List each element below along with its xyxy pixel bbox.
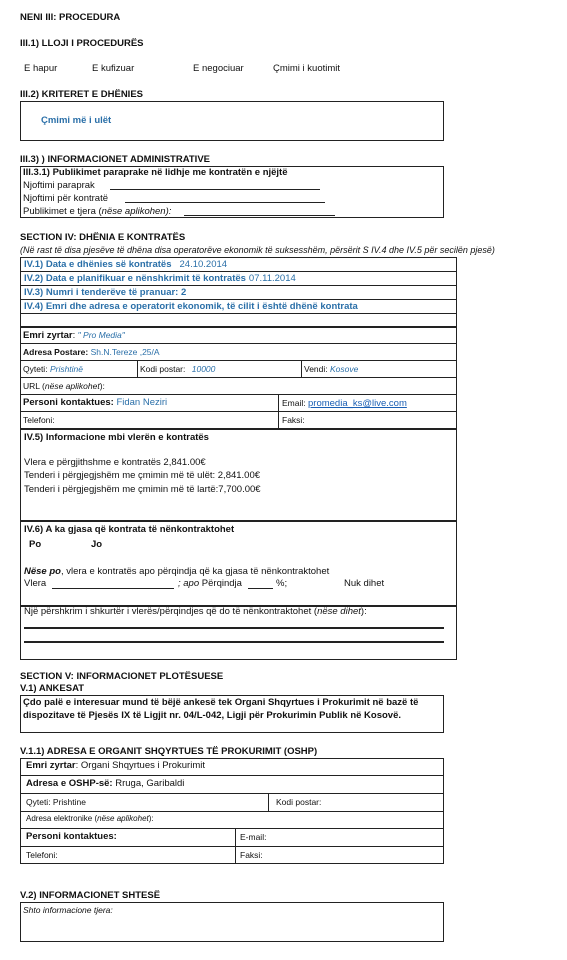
award-criteria-value: Çmimi më i ulët [41, 115, 112, 126]
complaints-text-2: dispozitave të Pjesës IX të Ligjit nr. 04/L-042, Ligji për Prokurimin Publik në Kosovë. [23, 710, 401, 721]
award-date-value: 24.10.2014 [179, 259, 228, 270]
admin-info-heading: III.3) ) INFORMACIONET ADMINISTRATIVE [20, 154, 210, 165]
subcontract-value-line[interactable] [52, 588, 174, 589]
operator-contact-field: Personi kontaktues: Fidan Neziri [23, 397, 168, 408]
operator-contact-value: Fidan Neziri [116, 397, 168, 408]
subcontract-unknown[interactable]: Nuk dihet [344, 578, 385, 589]
additional-info-heading: V.2) INFORMACIONET SHTESË [20, 890, 161, 901]
subcontract-description-label: Një përshkrim i shkurtër i vlerës/përqindjes që do të nënkontraktohet (nëse dihet): [24, 606, 367, 617]
operator-country-field: Vendi: Kosove [304, 364, 359, 374]
operator-country-value: Kosove [330, 364, 359, 374]
operator-email-link[interactable]: promedia_ks@live.com [308, 398, 407, 409]
description-line-1[interactable] [24, 627, 444, 629]
subcontract-percent-line[interactable] [248, 588, 273, 589]
review-body-address-field: Adresa e OSHP-së: Rruga, Garibaldi [26, 778, 185, 789]
subcontract-percent-label: ; apo Përqindja [178, 578, 242, 589]
award-criteria-heading: III.2) KRITERET E DHËNIES [20, 89, 143, 100]
lowest-tender-value: Tenderi i përgjegjshëm me çmimin më të ulët: 2,841.00€ [24, 470, 261, 481]
operator-zip-field: Kodi postar: 10000 [140, 364, 216, 374]
contract-notice-label: Njoftimi për kontratë [23, 193, 109, 204]
additional-info-label: Shto informacione tjera: [23, 905, 113, 915]
proc-type-quotation[interactable]: Çmimi i kuotimit [273, 63, 341, 74]
operator-url-field: URL (nëse aplikohet): [23, 381, 105, 391]
complaints-text-1: Çdo palë e interesuar mund të bëjë ankesë tek Organi Shqyrtues i Prokurimit në bazë të [23, 697, 419, 708]
complaints-heading: V.1) ANKESAT [20, 683, 85, 694]
review-body-address-value: Rruga, Garibaldi [115, 778, 185, 789]
review-body-fax-field: Faksi: [240, 850, 263, 860]
review-body-contact-field: Personi kontaktues: [26, 831, 117, 842]
total-contract-value: Vlera e përgjithshme e kontratës 2,841.00€ [24, 457, 206, 468]
section3-title: NENI III: PROCEDURA [20, 12, 121, 23]
review-body-name-value: : Organi Shqyrtues i Prokurimit [75, 760, 205, 771]
operator-fax-field: Faksi: [282, 415, 305, 425]
if-yes-text: Nëse po, vlera e kontratës apo përqindja që ka gjasa të nënkontraktohet [24, 566, 330, 577]
operator-name-field: Emri zyrtar: " Pro Media" [23, 330, 125, 341]
description-line-2[interactable] [24, 641, 444, 643]
procedure-type-heading: III.1) LLOJI I PROCEDURËS [20, 38, 144, 49]
subcontracting-heading: IV.6) A ka gjasa që kontrata të nënkontraktohet [24, 524, 235, 535]
operator-phone-field: Telefoni: [23, 415, 55, 425]
proc-type-restricted[interactable]: E kufizuar [92, 63, 135, 74]
section5-title: SECTION V: INFORMACIONET PLOTËSUESE [20, 671, 224, 682]
subcontracting-yes[interactable]: Po [29, 539, 42, 550]
prior-publications-heading: III.3.1) Publikimet paraprake në lidhje me kontratën e njëjtë [23, 167, 288, 178]
review-body-eaddress-field: Adresa elektronike (nëse aplikohet): [26, 814, 154, 823]
section4-note: (Në rast të disa pjesëve të dhëna disa operatorëve ekonomik të suksesshëm, përsërit S IV.4 dhe IV.5 për secilën pjesë) [20, 245, 495, 255]
review-body-city-field: Qyteti: Prishtine [26, 797, 86, 807]
signing-date-value: 07.11.2014 [248, 273, 296, 284]
operator-name-value: " Pro Media" [75, 330, 125, 340]
prior-notice-label: Njoftimi paraprak [23, 180, 95, 191]
operator-name-address-label: IV.4) Emri dhe adresa e operatorit ekonomik, të cilit i është dhënë kontrata [24, 301, 358, 312]
percent-sign: %; [276, 578, 288, 589]
other-publications-label: Publikimet e tjera (nëse aplikohen): [23, 206, 172, 217]
proc-type-negotiated[interactable]: E negociuar [193, 63, 244, 74]
review-body-phone-field: Telefoni: [26, 850, 58, 860]
review-body-name-field: Emri zyrtar: Organi Shqyrtues i Prokurimit [26, 760, 205, 771]
section4-title: SECTION IV: DHËNIA E KONTRATËS [20, 232, 186, 243]
operator-zip-value: 10000 [191, 364, 216, 374]
tenders-received-label: IV.3) Numri i tenderëve të pranuar: 2 [24, 287, 187, 298]
review-body-zip-field: Kodi postar: [276, 797, 322, 807]
review-body-email-field: E-mail: [240, 832, 267, 842]
operator-postal-field: Adresa Postare: Sh.N.Tereze ,25/A [23, 347, 160, 357]
operator-email-field: Email: promedia_ks@live.com [282, 398, 407, 409]
other-publications-line[interactable] [184, 215, 335, 216]
award-date-label: IV.1) Data e dhënies së kontratës 24.10.2014 [24, 259, 228, 270]
prior-notice-line[interactable] [110, 189, 320, 190]
proc-type-open[interactable]: E hapur [24, 63, 58, 74]
highest-tender-value: Tenderi i përgjegjshëm me çmimin më të lartë:7,700.00€ [24, 484, 261, 495]
contract-value-heading: IV.5) Informacione mbi vlerën e kontratës [24, 432, 209, 443]
contract-notice-line[interactable] [125, 202, 325, 203]
review-body-heading: V.1.1) ADRESA E ORGANIT SHQYRTUES TË PROKURIMIT (OSHP) [20, 746, 318, 757]
signing-date-label: IV.2) Data e planifikuar e nënshkrimit të kontratës 07.11.2014 [24, 273, 296, 284]
subcontract-value-label: Vlera [24, 578, 47, 589]
subcontracting-no[interactable]: Jo [91, 539, 103, 550]
operator-city-field: Qyteti: Prishtinë [23, 364, 84, 374]
operator-postal-value: Sh.N.Tereze ,25/A [90, 347, 160, 357]
operator-city-value: Prishtinë [49, 364, 84, 374]
